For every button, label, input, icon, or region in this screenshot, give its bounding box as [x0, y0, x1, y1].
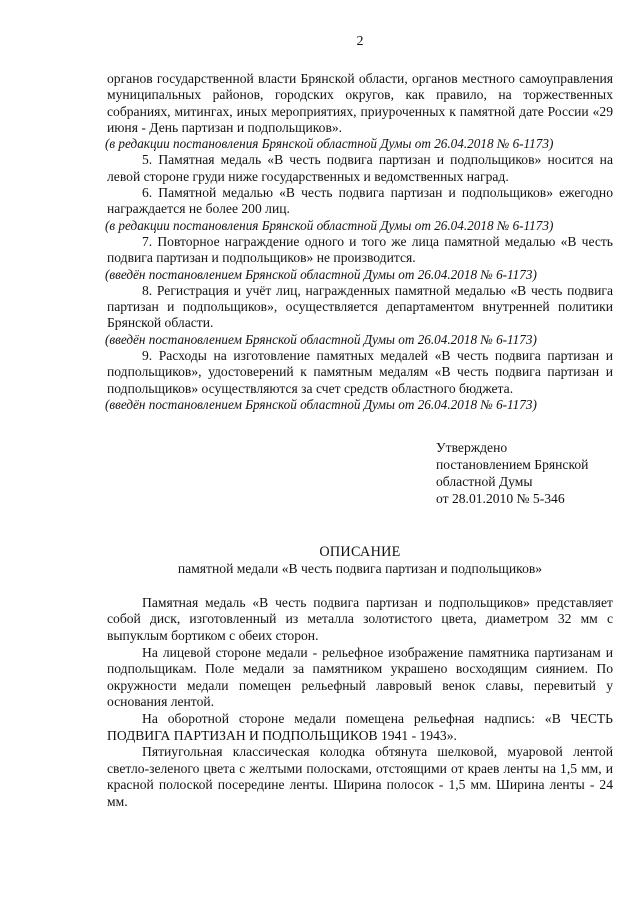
description-paragraph: На лицевой стороне медали - рельефное изображение памятника партизанам и подпольщикам. Поле медали за памятником украшено восходящим сиянием. По окружности медали помещен рельефный лавровый венок славы, перевитый у основания лентой.: [107, 644, 613, 710]
clause-6: 6. Памятной медалью «В честь подвига партизан и подпольщиков» ежегодно награждается не более 200 лиц.: [107, 185, 613, 217]
description-subtitle: памятной медали «В честь подвига партизан и подпольщиков»: [177, 560, 543, 576]
description-paragraph: На оборотной стороне медали помещена рельефная надпись: «В ЧЕСТЬ ПОДВИГА ПАРТИЗАН И ПОДПОЛЬЩИКОВ 1941 - 1943».: [107, 710, 613, 743]
amendment-note: (введён постановлением Брянской областной Думы от 26.04.2018 № 6-1173): [105, 266, 537, 282]
page-number: 2: [356, 34, 364, 49]
clause-8: 8. Регистрация и учёт лиц, награжденных памятной медалью «В честь подвига партизан и подпольщиков», осуществляется департаментом внутренней политики Брянской области.: [107, 282, 613, 331]
amendment-note: (введён постановлением Брянской областной Думы от 26.04.2018 № 6-1173): [105, 396, 537, 412]
paragraph-continuation: органов государственной власти Брянской области, органов местного самоуправления муниципальных районов, городских округов, как правило, на торжественных собраниях, митингах, иных мероприятиях, приуроченных к памятной дате России «29 июня - День партизан и подпольщиков».: [107, 71, 613, 135]
description-body: [107, 595, 613, 811]
clause-9: 9. Расходы на изготовление памятных медалей «В честь подвига партизан и подпольщиков», удостоверений к памятным медалям «В честь подвига партизан и подпольщиков» осуществляются за счет средств областного бюджета.: [107, 348, 613, 396]
amendment-note: (введён постановлением Брянской областной Думы от 26.04.2018 № 6-1173): [105, 331, 537, 347]
document-content: [107, 71, 613, 811]
description-paragraph: Памятная медаль «В честь подвига партизан и подпольщиков» представляет собой диск, изготовленный из металла золотистого цвета, диаметром 32 мм с выпуклым бортиком с обеих сторон.: [107, 594, 613, 644]
clause-7: 7. Повторное награждение одного и того же лица памятной медалью «В честь подвига партизан и подпольщиков» не производится.: [107, 233, 613, 266]
approval-line: Утверждено: [436, 440, 508, 456]
amendment-note: (в редакции постановления Брянской областной Думы от 26.04.2018 № 6-1173): [105, 136, 554, 152]
clause-5: 5. Памятная медаль «В честь подвига партизан и подпольщиков» носится на левой стороне груди ниже государственных и ведомственных наград.: [107, 152, 613, 184]
approval-block: [436, 439, 613, 507]
amendment-note: (в редакции постановления Брянской областной Думы от 26.04.2018 № 6-1173): [105, 217, 554, 233]
approval-line: постановлением Брянской: [436, 457, 589, 473]
description-title: ОПИСАНИЕ: [319, 544, 401, 561]
approval-line: от 28.01.2010 № 5-346: [436, 491, 565, 507]
approval-line: областной Думы: [436, 474, 533, 490]
description-paragraph: Пятиугольная классическая колодка обтянута шелковой, муаровой лентой светло-зеленого цвета с желтыми полосками, отстоящими от краев ленты на 1,5 мм, и красной полоской посередине ленты. Ширина полосок - 1,5 мм. Ширина ленты - 24 мм.: [107, 744, 613, 809]
